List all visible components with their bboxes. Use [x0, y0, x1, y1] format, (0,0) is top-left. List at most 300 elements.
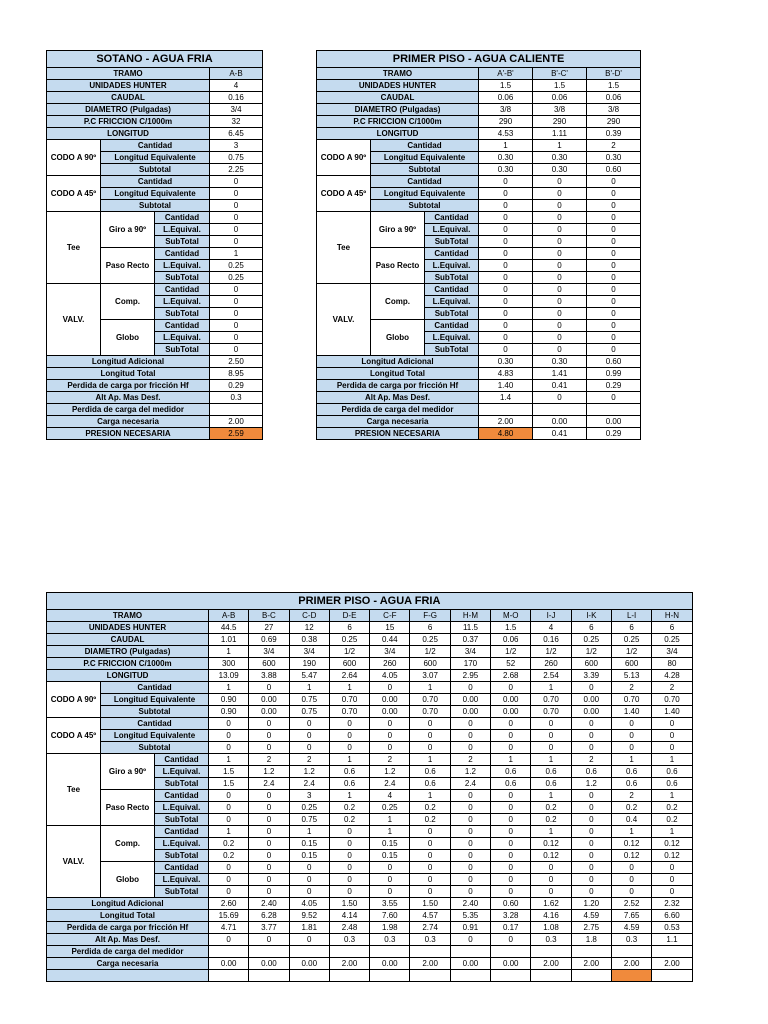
- row-label: CAUDAL: [317, 92, 479, 104]
- value-cell: 0: [209, 802, 249, 814]
- value-cell: 0: [491, 790, 531, 802]
- value-cell: 1: [531, 682, 571, 694]
- sub-label: Cantidad: [101, 682, 209, 694]
- sub-label: Cantidad: [101, 176, 210, 188]
- value-cell: [289, 946, 329, 958]
- value-cell: 2: [249, 754, 289, 766]
- value-cell: 0: [249, 874, 289, 886]
- value-cell: 2.4: [450, 778, 490, 790]
- value-cell: 0: [479, 344, 533, 356]
- value-cell: 1.2: [289, 766, 329, 778]
- value-cell: 0: [210, 344, 263, 356]
- value-cell: 0.16: [210, 92, 263, 104]
- sub-label: Subtotal: [101, 164, 210, 176]
- value-cell: 0: [410, 838, 450, 850]
- value-cell: 0.25: [571, 634, 611, 646]
- table-row: [47, 706, 693, 718]
- value-cell: 2: [571, 754, 611, 766]
- column-header: C-F: [370, 610, 410, 622]
- value-cell: 0: [571, 874, 611, 886]
- value-cell: 0: [370, 874, 410, 886]
- value-cell: 0: [587, 344, 641, 356]
- value-cell: [531, 946, 571, 958]
- value-cell: 0.70: [410, 706, 450, 718]
- value-cell: 0: [450, 742, 490, 754]
- sub-label: L.Equival.: [155, 260, 210, 272]
- value-cell: 2: [611, 790, 651, 802]
- group-label: VALV.: [317, 284, 371, 356]
- value-cell: 0: [491, 742, 531, 754]
- value-cell: 0.00: [571, 706, 611, 718]
- value-cell: 0: [210, 176, 263, 188]
- value-cell: 0.41: [533, 380, 587, 392]
- value-cell: 0: [587, 272, 641, 284]
- sub-label: L.Equival.: [425, 224, 479, 236]
- value-cell: 0.25: [652, 634, 692, 646]
- value-cell: 27: [249, 622, 289, 634]
- value-cell: 0: [209, 814, 249, 826]
- value-cell: [652, 946, 692, 958]
- value-cell: 1/2: [491, 646, 531, 658]
- title-row: [47, 593, 693, 610]
- value-cell: 0: [289, 862, 329, 874]
- value-cell: 0.70: [329, 694, 369, 706]
- header-row: [317, 68, 641, 80]
- value-cell: 3.55: [370, 898, 410, 910]
- value-cell: 0: [491, 850, 531, 862]
- value-cell: 0: [533, 200, 587, 212]
- value-cell: 0: [491, 802, 531, 814]
- value-cell: 0: [652, 742, 692, 754]
- sub-label: Cantidad: [155, 754, 209, 766]
- subgroup-label: Globo: [101, 320, 155, 356]
- value-cell: 0: [209, 886, 249, 898]
- value-cell: 0.00: [533, 416, 587, 428]
- row-label: TRAMO: [317, 68, 479, 80]
- value-cell: 1.5: [533, 80, 587, 92]
- value-cell: 1: [329, 754, 369, 766]
- value-cell: 0.2: [410, 814, 450, 826]
- value-cell: 0: [329, 730, 369, 742]
- value-cell: 0: [410, 874, 450, 886]
- value-cell: 4.16: [531, 910, 571, 922]
- value-cell: 1/2: [611, 646, 651, 658]
- value-cell: 1.2: [249, 766, 289, 778]
- subgroup-label: Globo: [101, 862, 155, 898]
- value-cell: 3/4: [370, 646, 410, 658]
- group-label: CODO A 45º: [47, 718, 101, 754]
- value-cell: 0: [587, 308, 641, 320]
- value-cell: 0: [249, 814, 289, 826]
- row-label: Perdida de carga del medidor: [317, 404, 479, 416]
- value-cell: 0: [450, 862, 490, 874]
- value-cell: 13.09: [209, 670, 249, 682]
- sub-label: SubTotal: [155, 236, 210, 248]
- value-cell: 1.8: [571, 934, 611, 946]
- value-cell: 1: [531, 754, 571, 766]
- value-cell: 0.3: [531, 934, 571, 946]
- value-cell: 4: [531, 622, 571, 634]
- value-cell: [533, 404, 587, 416]
- sub-label: Longitud Equivalente: [101, 152, 210, 164]
- value-cell: 1: [611, 826, 651, 838]
- value-cell: 0: [571, 850, 611, 862]
- value-cell: 260: [531, 658, 571, 670]
- value-cell: 0: [571, 862, 611, 874]
- value-cell: 0: [491, 718, 531, 730]
- value-cell: 1: [479, 140, 533, 152]
- sub-label: SubTotal: [425, 344, 479, 356]
- sub-label: Cantidad: [155, 320, 210, 332]
- value-cell: 0: [289, 934, 329, 946]
- column-header: M-O: [491, 610, 531, 622]
- value-cell: 1.50: [410, 898, 450, 910]
- sub-label: Subtotal: [101, 742, 209, 754]
- value-cell: 0: [531, 874, 571, 886]
- value-cell: 0.30: [533, 164, 587, 176]
- value-cell: 0: [587, 320, 641, 332]
- value-cell: 3: [210, 140, 263, 152]
- value-cell: 0.70: [410, 694, 450, 706]
- subgroup-label: Giro a 90º: [101, 754, 155, 790]
- value-cell: 7.65: [611, 910, 651, 922]
- row-label: PRESION NECESARIA: [317, 428, 479, 440]
- value-cell: 0.3: [611, 934, 651, 946]
- value-cell: 4: [370, 790, 410, 802]
- sub-label: SubTotal: [155, 778, 209, 790]
- value-cell: 0: [209, 742, 249, 754]
- value-cell: [249, 970, 289, 982]
- value-cell: 0.2: [329, 802, 369, 814]
- value-cell: 0: [479, 236, 533, 248]
- value-cell: 1: [652, 826, 692, 838]
- table-title: PRIMER PISO - AGUA FRIA: [47, 593, 693, 610]
- row-label: P.C FRICCION C/1000m: [47, 658, 209, 670]
- value-cell: 0: [289, 742, 329, 754]
- value-cell: 0.00: [491, 958, 531, 970]
- value-cell: 0.6: [611, 766, 651, 778]
- value-cell: 0.44: [370, 634, 410, 646]
- value-cell: 0: [491, 862, 531, 874]
- table-row: [47, 790, 693, 802]
- value-cell: 3/4: [450, 646, 490, 658]
- value-cell: 0.30: [587, 152, 641, 164]
- value-cell: 0: [587, 392, 641, 404]
- value-cell: 1/2: [531, 646, 571, 658]
- value-cell: 1.40: [652, 706, 692, 718]
- title-row: [47, 51, 263, 68]
- value-cell: 2.25: [210, 164, 263, 176]
- value-cell: 0: [370, 742, 410, 754]
- row-label: PRESION NECESARIA: [47, 428, 210, 440]
- value-cell: 2.74: [410, 922, 450, 934]
- value-cell: 1.11: [533, 128, 587, 140]
- table-row: [47, 922, 693, 934]
- value-cell: 0.15: [289, 838, 329, 850]
- value-cell: 0.17: [491, 922, 531, 934]
- value-cell: 0: [531, 730, 571, 742]
- table-row: [317, 356, 641, 368]
- value-cell: 2.00: [479, 416, 533, 428]
- group-label: CODO A 45º: [317, 176, 371, 212]
- row-label: DIAMETRO (Pulgadas): [317, 104, 479, 116]
- value-cell: 4.05: [370, 670, 410, 682]
- value-cell: 4.59: [611, 922, 651, 934]
- value-cell: 0: [210, 200, 263, 212]
- value-cell: 1: [210, 248, 263, 260]
- subgroup-label: Globo: [371, 320, 425, 356]
- value-cell: 0: [249, 886, 289, 898]
- value-cell: [652, 970, 692, 982]
- table-row: [47, 742, 693, 754]
- value-cell: 0.60: [587, 164, 641, 176]
- value-cell: 0: [289, 886, 329, 898]
- value-cell: 1.98: [370, 922, 410, 934]
- value-cell: [531, 970, 571, 982]
- value-cell: 0: [479, 296, 533, 308]
- value-cell: [209, 946, 249, 958]
- value-cell: 0.6: [491, 778, 531, 790]
- table-row: [317, 80, 641, 92]
- sub-label: Cantidad: [155, 826, 209, 838]
- value-cell: 0: [571, 802, 611, 814]
- row-label: P.C FRICCION C/1000m: [317, 116, 479, 128]
- value-cell: 0.2: [209, 838, 249, 850]
- row-label: UNIDADES HUNTER: [47, 622, 209, 634]
- value-cell: 3/4: [210, 104, 263, 116]
- value-cell: [370, 946, 410, 958]
- value-cell: 0.6: [652, 778, 692, 790]
- value-cell: 0.12: [611, 838, 651, 850]
- value-cell: 0: [533, 248, 587, 260]
- value-cell: 0: [329, 886, 369, 898]
- value-cell: 2: [370, 754, 410, 766]
- value-cell: 0: [329, 850, 369, 862]
- sub-label: L.Equival.: [155, 874, 209, 886]
- table-row: [317, 392, 641, 404]
- sub-label: Longitud Equivalente: [371, 188, 479, 200]
- value-cell: 0: [329, 826, 369, 838]
- value-cell: 0: [587, 188, 641, 200]
- column-header: A-B: [209, 610, 249, 622]
- value-cell: 1/2: [571, 646, 611, 658]
- group-label: Tee: [47, 754, 101, 826]
- value-cell: 2.40: [249, 898, 289, 910]
- value-cell: 0.60: [491, 898, 531, 910]
- value-cell: 0: [370, 886, 410, 898]
- value-cell: 0: [410, 886, 450, 898]
- sub-label: L.Equival.: [155, 766, 209, 778]
- row-label: Perdida de carga por fricción Hf: [317, 380, 479, 392]
- table-row: [47, 730, 693, 742]
- value-cell: 0.29: [210, 380, 263, 392]
- value-cell: 3.39: [571, 670, 611, 682]
- value-cell: 0.90: [209, 706, 249, 718]
- value-cell: 0: [587, 284, 641, 296]
- value-cell: [611, 970, 651, 982]
- value-cell: 0.6: [571, 766, 611, 778]
- table-row: [47, 284, 263, 296]
- value-cell: 600: [571, 658, 611, 670]
- value-cell: 0: [249, 826, 289, 838]
- sub-label: Longitud Equivalente: [101, 730, 209, 742]
- value-cell: 0.30: [479, 356, 533, 368]
- value-cell: 11.5: [450, 622, 490, 634]
- value-cell: 1: [410, 754, 450, 766]
- value-cell: 0: [533, 392, 587, 404]
- row-label: DIAMETRO (Pulgadas): [47, 646, 209, 658]
- value-cell: 2.48: [329, 922, 369, 934]
- value-cell: 0: [249, 802, 289, 814]
- value-cell: 0: [210, 332, 263, 344]
- value-cell: 3.88: [249, 670, 289, 682]
- value-cell: 0.6: [531, 766, 571, 778]
- value-cell: 1.50: [329, 898, 369, 910]
- table-row: [47, 754, 693, 766]
- table-row: [47, 356, 263, 368]
- value-cell: 2.4: [249, 778, 289, 790]
- value-cell: 0: [611, 874, 651, 886]
- value-cell: [289, 970, 329, 982]
- value-cell: 7.60: [370, 910, 410, 922]
- row-label: Longitud Adicional: [47, 898, 209, 910]
- value-cell: 0: [571, 838, 611, 850]
- value-cell: 0.25: [289, 802, 329, 814]
- value-cell: 0.30: [479, 164, 533, 176]
- value-cell: 0.15: [370, 850, 410, 862]
- value-cell: 0.00: [249, 706, 289, 718]
- value-cell: 0.99: [587, 368, 641, 380]
- row-label: Longitud Adicional: [47, 356, 210, 368]
- value-cell: 0: [209, 730, 249, 742]
- value-cell: 0: [249, 850, 289, 862]
- value-cell: 0.12: [531, 838, 571, 850]
- value-cell: 0.00: [289, 958, 329, 970]
- value-cell: 4.83: [479, 368, 533, 380]
- value-cell: 0: [249, 718, 289, 730]
- value-cell: 0.12: [652, 850, 692, 862]
- column-header: I-J: [531, 610, 571, 622]
- row-label: Longitud Adicional: [317, 356, 479, 368]
- subgroup-label: Comp.: [101, 826, 155, 862]
- value-cell: 2.64: [329, 670, 369, 682]
- value-cell: 2.00: [531, 958, 571, 970]
- table-row: [47, 622, 693, 634]
- table-row: [47, 116, 263, 128]
- value-cell: 0.2: [652, 802, 692, 814]
- value-cell: 1/2: [329, 646, 369, 658]
- value-cell: 3.28: [491, 910, 531, 922]
- value-cell: 0.6: [410, 766, 450, 778]
- value-cell: 6: [329, 622, 369, 634]
- sub-label: Cantidad: [425, 248, 479, 260]
- value-cell: 1.5: [587, 80, 641, 92]
- value-cell: 0: [479, 332, 533, 344]
- value-cell: [611, 946, 651, 958]
- value-cell: 32: [210, 116, 263, 128]
- value-cell: 1.5: [479, 80, 533, 92]
- sub-label: Cantidad: [155, 862, 209, 874]
- sub-label: SubTotal: [155, 850, 209, 862]
- value-cell: 2.00: [329, 958, 369, 970]
- value-cell: 290: [533, 116, 587, 128]
- value-cell: 0: [587, 176, 641, 188]
- table-row: [47, 718, 693, 730]
- value-cell: 4.57: [410, 910, 450, 922]
- value-cell: 0: [450, 718, 490, 730]
- value-cell: 1.08: [531, 922, 571, 934]
- subgroup-label: Giro a 90º: [101, 212, 155, 248]
- value-cell: 0: [531, 742, 571, 754]
- value-cell: 0: [249, 730, 289, 742]
- row-label: LONGITUD: [47, 128, 210, 140]
- value-cell: 0.4: [611, 814, 651, 826]
- subgroup-label: Paso Recto: [101, 248, 155, 284]
- table-row: [47, 658, 693, 670]
- value-cell: 0: [571, 790, 611, 802]
- row-label: P.C FRICCION C/1000m: [47, 116, 210, 128]
- header-row: [47, 68, 263, 80]
- value-cell: 0: [450, 730, 490, 742]
- value-cell: 1: [370, 814, 410, 826]
- value-cell: 9.52: [289, 910, 329, 922]
- table-row: [317, 116, 641, 128]
- value-cell: 0: [249, 934, 289, 946]
- value-cell: 0: [479, 176, 533, 188]
- value-cell: 1: [491, 754, 531, 766]
- subgroup-label: Comp.: [371, 284, 425, 320]
- row-label: Alt Ap. Mas Desf.: [47, 392, 210, 404]
- value-cell: 0.00: [370, 706, 410, 718]
- value-cell: 0.00: [491, 694, 531, 706]
- value-cell: 5.47: [289, 670, 329, 682]
- value-cell: 0.6: [611, 778, 651, 790]
- sub-label: Subtotal: [371, 200, 479, 212]
- table-row: [317, 380, 641, 392]
- group-label: Tee: [47, 212, 101, 284]
- group-label: Tee: [317, 212, 371, 284]
- value-cell: 0.00: [370, 694, 410, 706]
- value-cell: 0.6: [652, 766, 692, 778]
- value-cell: 0: [533, 320, 587, 332]
- value-cell: 0: [249, 790, 289, 802]
- value-cell: 6: [571, 622, 611, 634]
- value-cell: 3/4: [249, 646, 289, 658]
- value-cell: 0: [571, 814, 611, 826]
- value-cell: 0: [587, 212, 641, 224]
- value-cell: 6.28: [249, 910, 289, 922]
- value-cell: [491, 970, 531, 982]
- value-cell: 0.69: [249, 634, 289, 646]
- value-cell: 1.1: [652, 934, 692, 946]
- sub-label: SubTotal: [425, 308, 479, 320]
- table-row: [317, 92, 641, 104]
- row-label: Perdida de carga por fricción Hf: [47, 922, 209, 934]
- value-cell: 0: [450, 814, 490, 826]
- value-cell: 0.70: [611, 694, 651, 706]
- value-cell: 0.75: [289, 694, 329, 706]
- table-row: [47, 646, 693, 658]
- value-cell: 0: [491, 874, 531, 886]
- table-row: [47, 670, 693, 682]
- column-header: A-B: [210, 68, 263, 80]
- row-label: Perdida de carga del medidor: [47, 946, 209, 958]
- value-cell: 0.00: [450, 706, 490, 718]
- value-cell: 0: [571, 730, 611, 742]
- value-cell: 3.77: [249, 922, 289, 934]
- value-cell: 0: [209, 874, 249, 886]
- value-cell: 0: [370, 682, 410, 694]
